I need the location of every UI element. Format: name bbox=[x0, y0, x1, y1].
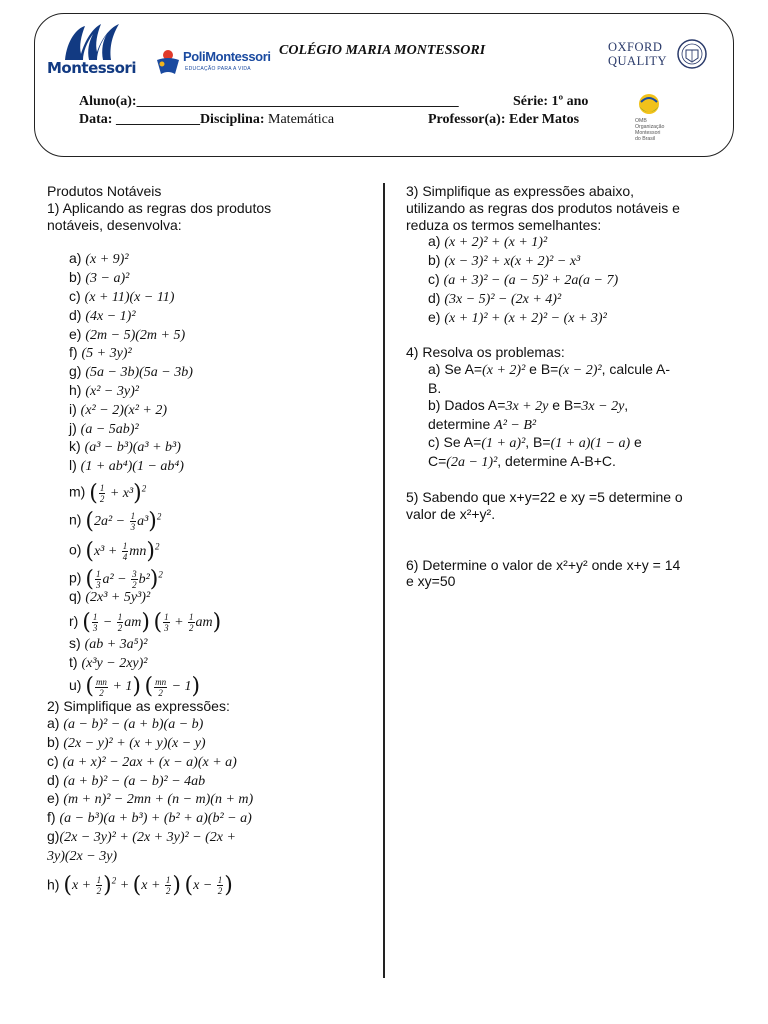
question-4-title: 4) Resolva os problemas: bbox=[406, 344, 565, 361]
question-1-item: k) (a³ − b³)(a³ + b³) bbox=[69, 438, 181, 456]
question-2-item: f) (a − b³)(a + b³) + (b² + a)(b² − a) bbox=[47, 809, 252, 827]
question-1-item: b) (3 − a)² bbox=[69, 269, 130, 287]
question-3-item: e) (x + 1)² + (x + 2)² − (x + 3)² bbox=[428, 308, 607, 326]
question-4c-line1: c) Se A=(1 + a)², B=(1 + a)(1 − a) e bbox=[428, 434, 642, 452]
aluno-field: Aluno(a):______________________________________________ bbox=[79, 94, 459, 109]
montessori-logo-text: Montessori bbox=[47, 59, 136, 77]
question-2-item-h: h) (x + $\frac{1}{2}$ )$^2$ + (x + $\frac{1}{2}$ ) (x − $\frac{1}{2}$ ) bbox=[47, 872, 233, 898]
question-3-items bbox=[428, 233, 683, 327]
question-1-item: i) (x² − 2)(x² + 2) bbox=[69, 400, 168, 418]
question-1-item: j) (a − 5ab)² bbox=[69, 419, 139, 437]
question-1-line1: 1) Aplicando as regras dos produtos bbox=[47, 199, 272, 216]
serie-label: Série: 1º ano bbox=[513, 94, 589, 109]
question-1-item: h) (x² − 3y)² bbox=[69, 381, 139, 399]
question-4c-line2: C=(2a − 1)², determine A-B+C. bbox=[428, 453, 616, 471]
question-1-item: l) (1 + ab⁴)(1 − ab⁴) bbox=[69, 457, 184, 475]
question-3-item: d) (3x − 5)² − (2x + 4)² bbox=[428, 289, 562, 307]
left-column bbox=[47, 183, 271, 896]
question-5-line1: 5) Sabendo que x+y=22 e xy =5 determine o bbox=[406, 488, 683, 505]
school-name: COLÉGIO MARIA MONTESSORI bbox=[279, 43, 486, 58]
professor-field: Professor(a): Eder Matos bbox=[428, 112, 580, 127]
column-divider bbox=[383, 183, 385, 978]
question-1-item: a) (x + 9)² bbox=[69, 250, 129, 268]
question-1-item: d) (4x − 1)² bbox=[69, 306, 136, 324]
oxford-line1: OXFORD bbox=[608, 40, 663, 54]
question-3-line1: 3) Simplifique as expressões abaixo, bbox=[406, 183, 635, 199]
question-2-item: a) (a − b)² − (a + b)(a − b) bbox=[47, 715, 204, 733]
oxford-seal-icon bbox=[676, 36, 708, 72]
question-1-item: c) (x + 11)(x − 11) bbox=[69, 287, 175, 305]
oxford-line2: QUALITY bbox=[608, 54, 668, 68]
question-1-item-p: p) ( $\frac{1}{3}$ a² − $\frac{3}{2}$ b²)$^2$ bbox=[69, 566, 163, 592]
question-2-items bbox=[47, 715, 271, 865]
question-6-line1: 6) Determine o valor de x²+y² onde x+y = 14 bbox=[406, 556, 681, 573]
question-1-item: f) (5 + 3y)² bbox=[69, 344, 132, 362]
polimontessori-name: PoliMontessori bbox=[183, 49, 271, 64]
oxford-quality-logo bbox=[608, 40, 716, 76]
question-1-item-o: o) (x³ + $\frac{1}{4}$ mn)$^2$ bbox=[69, 538, 160, 564]
question-1-line2: notáveis, desenvolva: bbox=[47, 216, 182, 233]
question-1-item: g) (5a − 3b)(5a − 3b) bbox=[69, 363, 193, 381]
polimontessori-logo bbox=[153, 46, 273, 80]
question-2-item: e) (m + n)² − 2mn + (n − m)(n + m) bbox=[47, 790, 254, 808]
omb-text: OMB Organização Montessori do Brasil bbox=[635, 118, 665, 142]
question-3-item: c) (a + 3)² − (a − 5)² + 2a(a − 7) bbox=[428, 270, 619, 288]
question-2-item: 3y)(2x − 3y) bbox=[47, 848, 118, 864]
question-4a-line2: B. bbox=[428, 379, 442, 396]
question-1-item-s: s) (ab + 3a⁵)² bbox=[69, 634, 148, 652]
data-field: Data: ____________Disciplina: Matemática bbox=[79, 112, 335, 127]
question-1-item: e) (2m − 5)(2m + 5) bbox=[69, 325, 186, 343]
question-4b-line1: b) Dados A=3x + 2y e B=3x − 2y, bbox=[428, 396, 629, 414]
question-2-title: 2) Simplifique as expressões: bbox=[47, 698, 230, 715]
header-box bbox=[34, 13, 734, 157]
question-1-item-m: m) ( $\frac{1}{2}$ + x³)$^2$ bbox=[69, 480, 147, 506]
question-1-item-q: q) (2x³ + 5y³)² bbox=[69, 587, 151, 605]
polimontessori-tagline: EDUCAÇÃO PARA A VIDA bbox=[185, 66, 251, 72]
question-3-line3: reduza os termos semelhantes: bbox=[406, 216, 602, 233]
question-4b-line2: determine A² − B² bbox=[428, 415, 537, 433]
question-2-item: g)(2x − 3y)² + (2x + 3y)² − (2x + bbox=[47, 827, 236, 845]
question-2-item: b) (2x − y)² + (x + y)(x − y) bbox=[47, 733, 206, 751]
question-2-item: c) (a + x)² − 2ax + (x − a)(x + a) bbox=[47, 752, 237, 770]
right-column bbox=[406, 183, 683, 590]
question-4a-line1: a) Se A=(x + 2)² e B=(x − 2)², calcule A- bbox=[428, 361, 671, 379]
question-3-item: b) (x − 3)² + x(x + 2)² − x³ bbox=[428, 252, 581, 270]
question-1-item-r: r) ( $\frac{1}{3}$ − $\frac{1}{2}$ am) ( $\frac{1}{3}$ + $\frac{1}{2}$ am) bbox=[69, 609, 222, 635]
question-1-items bbox=[69, 250, 271, 476]
polimontessori-icon bbox=[153, 46, 183, 76]
question-6-line2: e xy=50 bbox=[406, 573, 456, 590]
section-title: Produtos Notáveis bbox=[47, 183, 162, 199]
question-5-line2: valor de x²+y². bbox=[406, 505, 496, 522]
question-1-item-n: n) (2a² − $\frac{1}{3}$ a³)$^2$ bbox=[69, 508, 162, 534]
question-1-item-u: u) ( $\frac{mn}{2}$ + 1) ( $\frac{mn}{2}$ − 1) bbox=[69, 674, 201, 700]
question-3-line2: utilizando as regras dos produtos notáveis e bbox=[406, 199, 680, 216]
question-2-item: d) (a + b)² − (a − b)² − 4ab bbox=[47, 771, 206, 789]
question-3-item: a) (x + 2)² + (x + 1)² bbox=[428, 233, 548, 251]
question-1-item-t: t) (x³y − 2xy)² bbox=[69, 653, 148, 671]
